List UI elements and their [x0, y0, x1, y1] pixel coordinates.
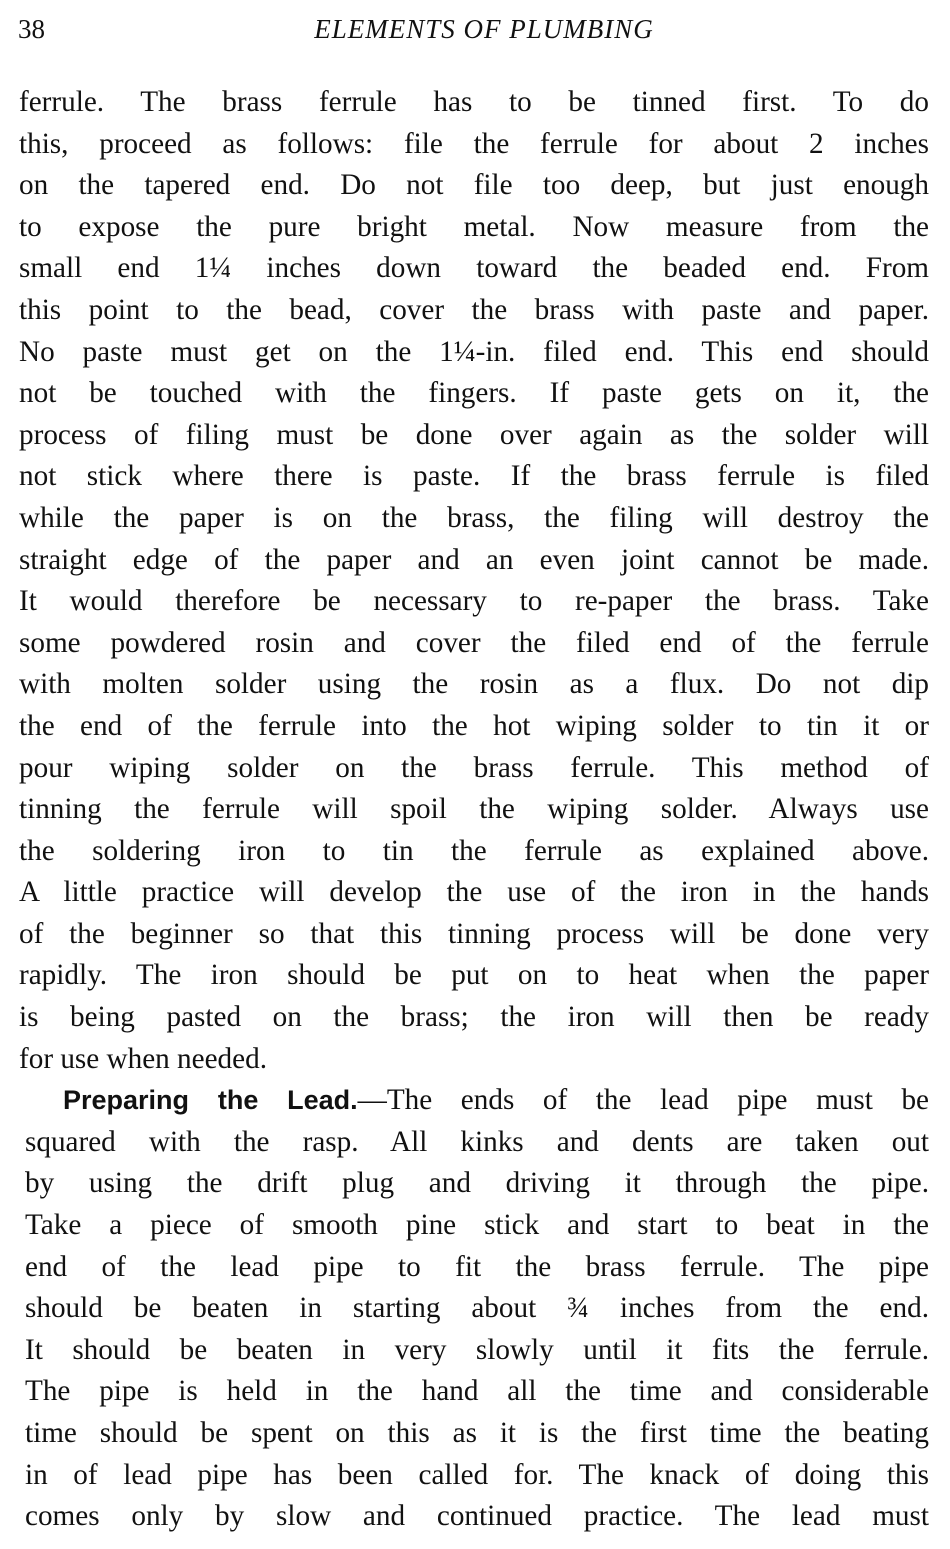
text-line: this, proceed as follows: file the ferrule for about 2 inches: [19, 127, 929, 160]
text-line: the soldering iron to tin the ferrule as explained above.: [19, 834, 929, 867]
text-line: to expose the pure bright metal. Now measure from the: [19, 210, 929, 243]
text-line: It should be beaten in very slowly until it fits the ferrule.: [25, 1333, 929, 1366]
text-line: while the paper is on the brass, the filing will destroy the: [19, 501, 929, 534]
text-line: squared with the rasp. All kinks and dents are taken out: [25, 1125, 929, 1158]
text-line: A little practice will develop the use of the iron in the hands: [19, 876, 929, 909]
text-line: pour wiping solder on the brass ferrule. This method of: [19, 751, 929, 784]
text-line: rapidly. The iron should be put on to heat when the paper: [19, 959, 929, 992]
paragraph-first-line: [19, 1080, 929, 1122]
text-line: comes only by slow and continued practice. The lead must: [25, 1500, 929, 1533]
text-line: in of lead pipe has been called for. The knack of doing this: [25, 1458, 929, 1491]
text-line: process of filing must be done over again as the solder will: [19, 418, 929, 451]
text-line: is being pasted on the brass; the iron will then be ready: [19, 1001, 929, 1034]
page-header: [18, 14, 930, 54]
text-line: No paste must get on the 1¼-in. filed end. This end should: [19, 335, 929, 368]
text-line: with molten solder using the rosin as a flux. Do not dip: [19, 668, 929, 701]
paragraph-ferrule-tinning: [19, 82, 929, 1080]
text-line: for use when needed.: [19, 1042, 267, 1075]
text-line: It would therefore be necessary to re-paper the brass. Take: [19, 585, 929, 618]
body-text: [19, 82, 929, 1538]
text-line: time should be spent on this as it is the first time the beating: [25, 1417, 929, 1449]
text-line: the end of the ferrule into the hot wiping solder to tin it or: [19, 709, 929, 742]
text-line: The pipe is held in the hand all the time and considerable: [25, 1375, 929, 1408]
text-line: tinning the ferrule will spoil the wiping solder. Always use: [19, 793, 929, 826]
text-line: should be beaten in starting about ¾ inches from the end.: [25, 1292, 929, 1325]
text-line: some powdered rosin and cover the filed end of the ferrule: [19, 626, 929, 659]
text-line: this point to the bead, cover the brass with paste and paper.: [19, 293, 929, 326]
text-line: by using the drift plug and driving it through the pipe.: [25, 1167, 929, 1200]
text-line: ferrule. The brass ferrule has to be tinned first. To do: [19, 86, 929, 118]
paragraph-preparing-lead: [19, 1080, 929, 1538]
text-line: of the beginner so that this tinning process will be done very: [19, 917, 929, 950]
text-segment: —The ends of the lead pipe must be: [357, 1084, 930, 1117]
text-line: straight edge of the paper and an even joint cannot be made.: [19, 543, 929, 576]
text-line: not be touched with the fingers. If paste gets on it, the: [19, 377, 929, 410]
text-line: end of the lead pipe to fit the brass ferrule. The pipe: [25, 1250, 929, 1283]
text-line: on the tapered end. Do not file too deep, but just enough: [19, 169, 929, 202]
text-line: not stick where there is paste. If the brass ferrule is filed: [19, 460, 929, 493]
text-line: Take a piece of smooth pine stick and start to beat in the: [25, 1209, 929, 1242]
text-line: small end 1¼ inches down toward the beaded end. From: [19, 252, 929, 285]
page-number: 38: [18, 14, 45, 44]
run-in-heading: Preparing the Lead.: [63, 1085, 358, 1116]
running-title: ELEMENTS OF PLUMBING: [314, 14, 654, 44]
